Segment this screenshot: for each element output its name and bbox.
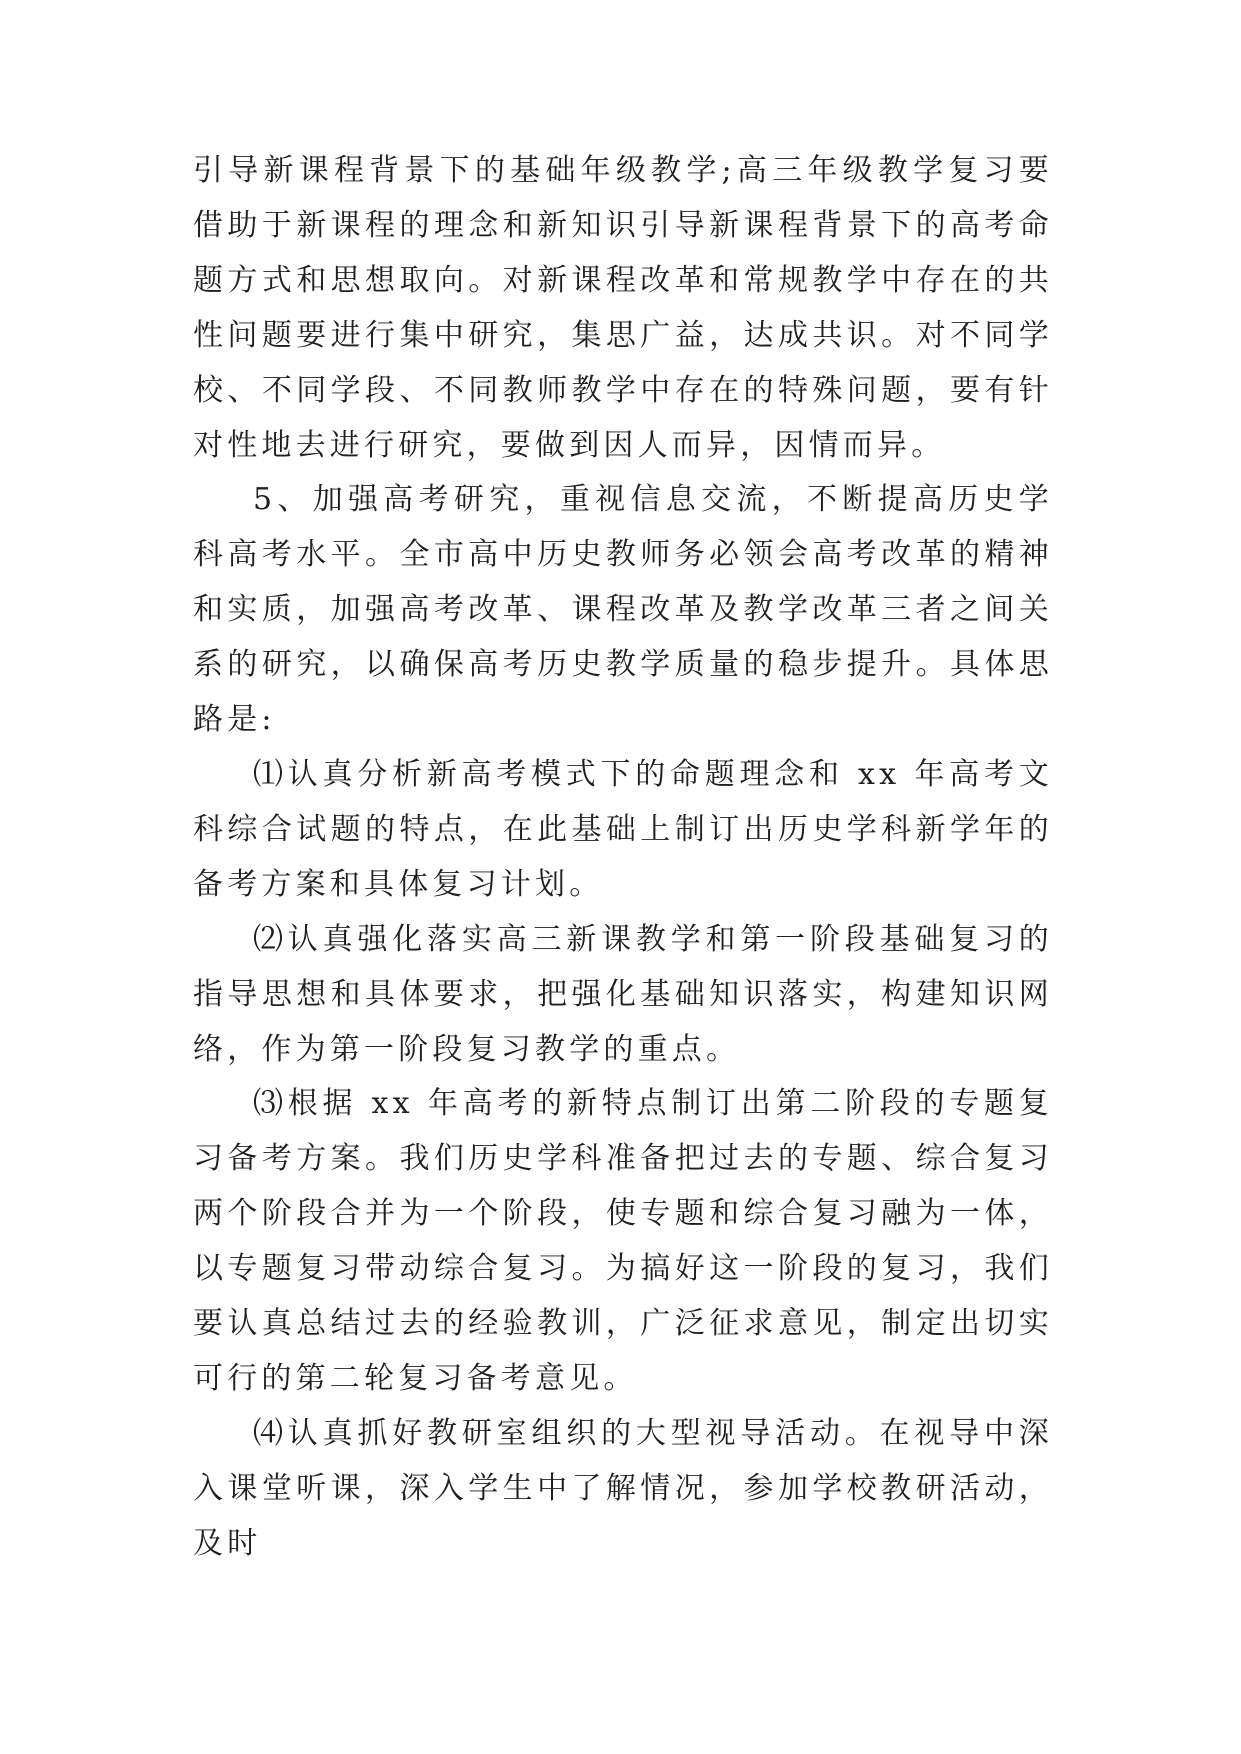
paragraph-sub-2: ⑵认真强化落实高三新课教学和第一阶段基础复习的指导思想和具体要求，把强化基础知识落实，构建知识网络，作为第一阶段复习教学的重点。	[193, 921, 1053, 1067]
paragraph-sub-3: ⑶根据 xx 年高考的新特点制订出第二阶段的专题复习备考方案。我们历史学科准备把过去的专题、综合复习两个阶段合并为一个阶段，使专题和综合复习融为一体，以专题复习带动综合复习。为搞好这一阶段的复习，我们要认真总结过去的经验教训，广泛征求意见，制定出切实可行的第二轮复习备考意见。	[193, 1086, 1053, 1396]
paragraph-continuation: 引导新课程背景下的基础年级教学;高三年级教学复习要借助于新课程的理念和新知识引导新课程背景下的高考命题方式和思想取向。对新课程改革和常规教学中存在的共性问题要进行集中研究，集思广益，达成共识。对不同学校、不同学段、不同教师教学中存在的特殊问题，要有针对性地去进行研究，要做到因人而异，因情而异。	[193, 153, 1053, 463]
paragraph-item-5: 5、加强高考研究，重视信息交流，不断提高历史学科高考水平。全市高中历史教师务必领会高考改革的精神和实质，加强高考改革、课程改革及教学改革三者之间关系的研究，以确保高考历史教学质量的稳步提升。具体思路是:	[193, 482, 1053, 738]
document-body	[193, 144, 1053, 1572]
paragraph-sub-4: ⑷认真抓好教研室组织的大型视导活动。在视导中深入课堂听课，深入学生中了解情况，参加学校教研活动，及时	[193, 1415, 1053, 1561]
paragraph-sub-1: ⑴认真分析新高考模式下的命题理念和 xx 年高考文科综合试题的特点，在此基础上制订出历史学科新学年的备考方案和具体复习计划。	[193, 756, 1053, 902]
